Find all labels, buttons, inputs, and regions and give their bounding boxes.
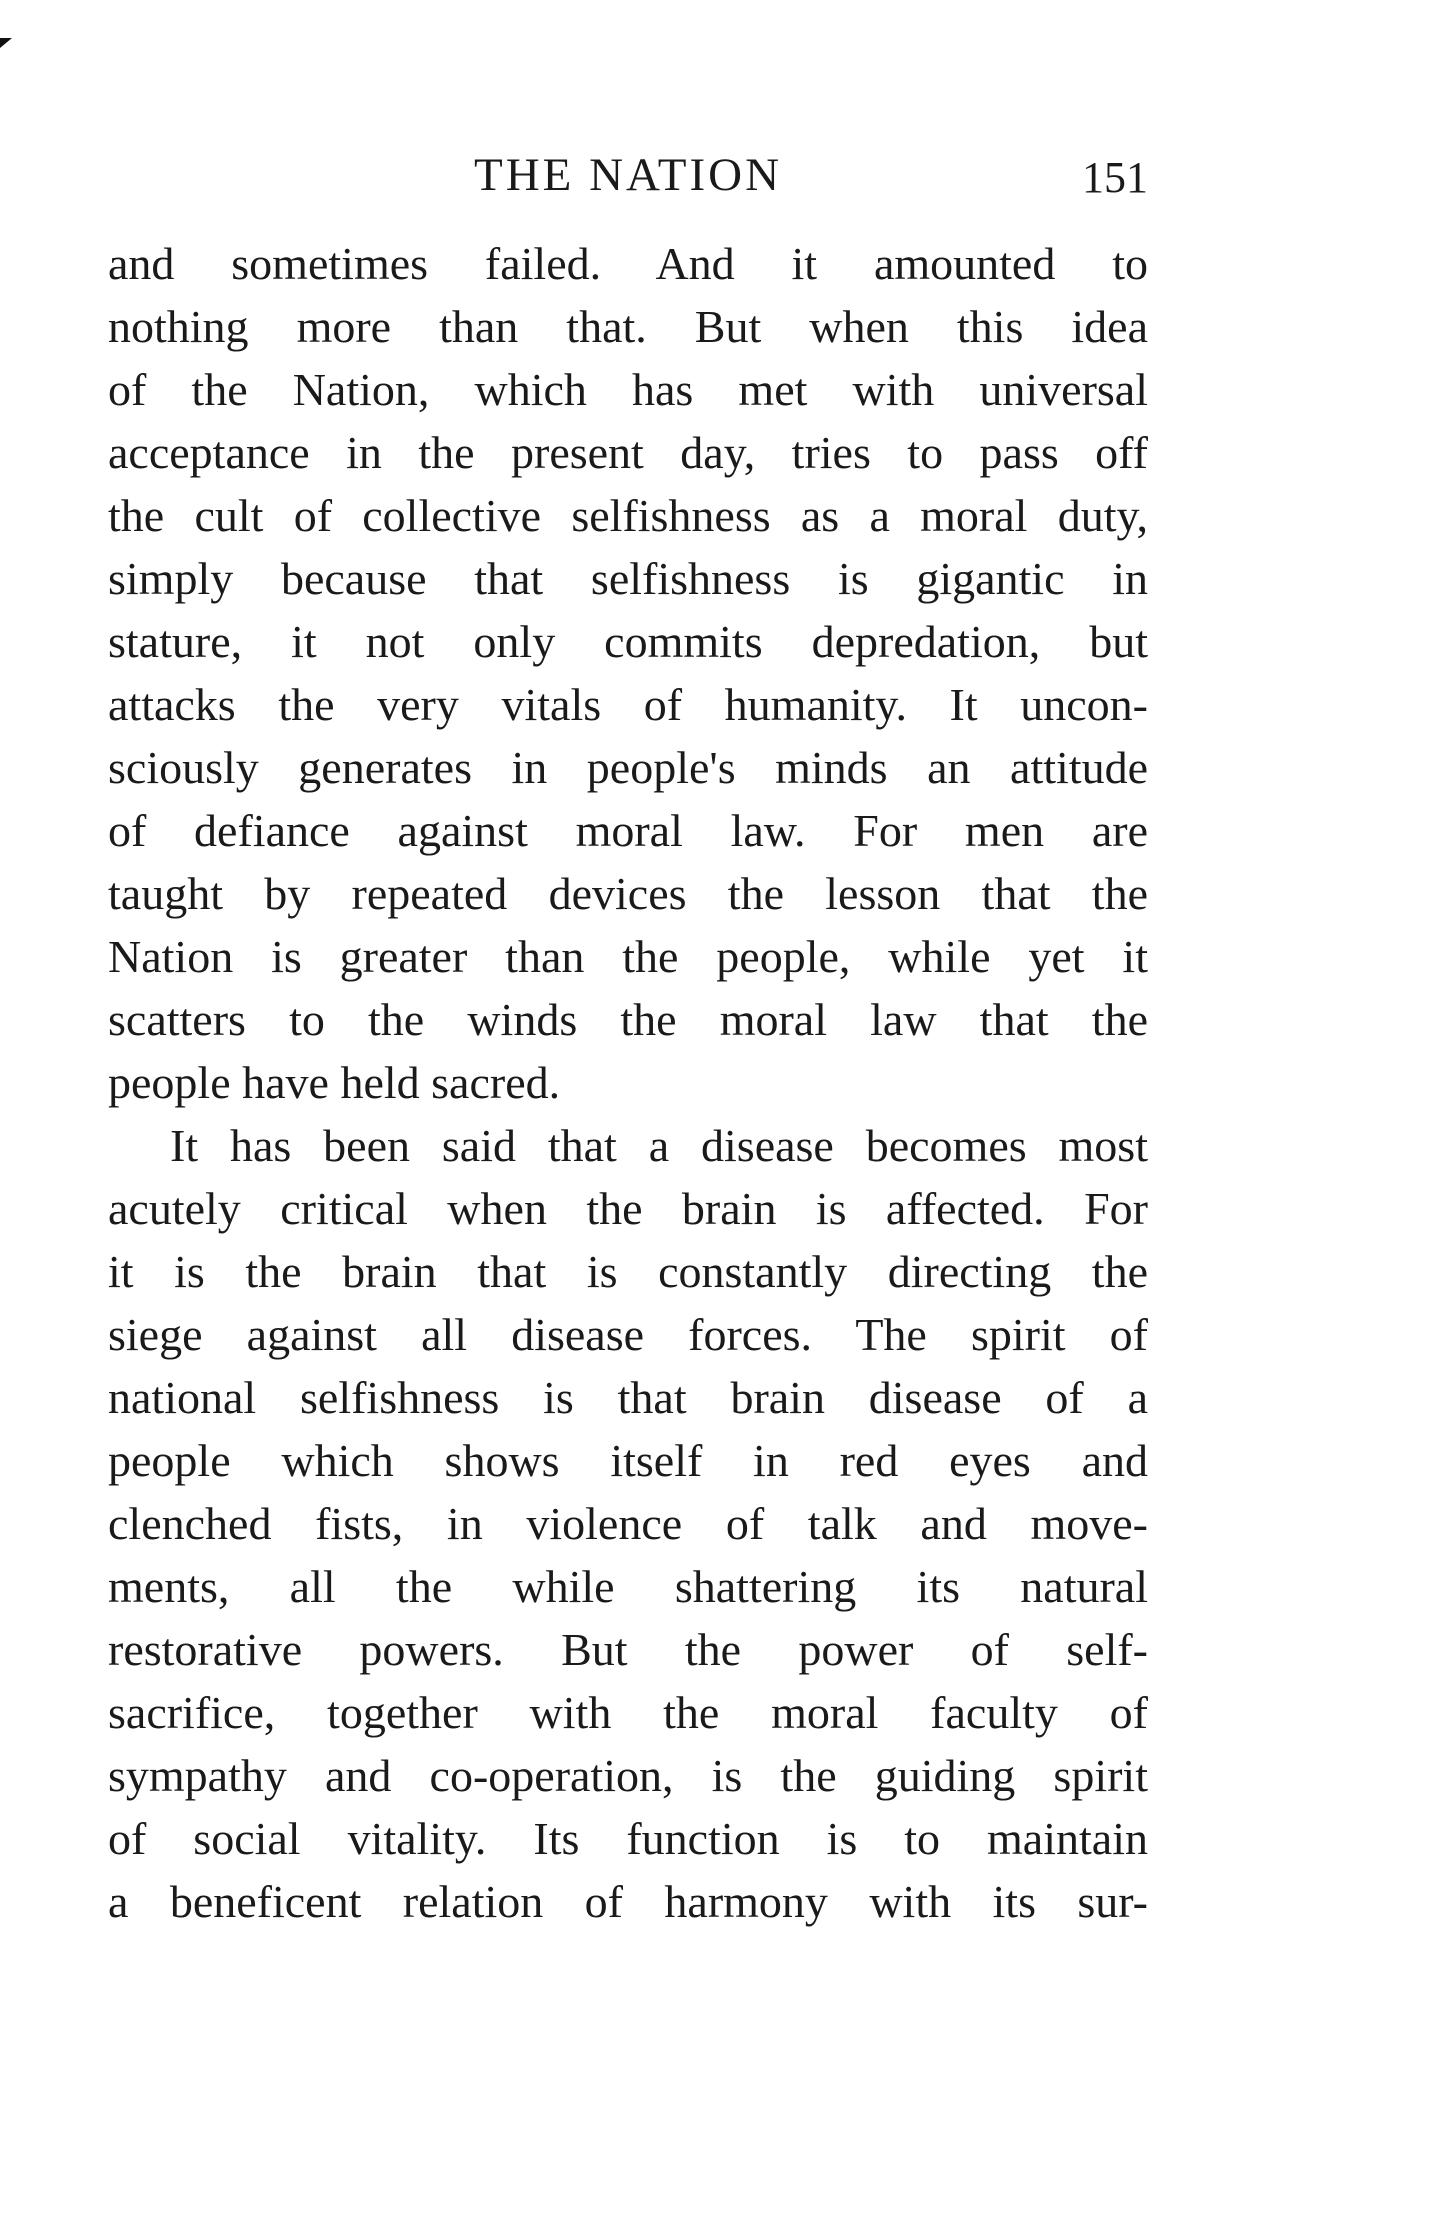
- text-line: people which shows itself in red eyes and: [108, 1435, 1148, 1486]
- paragraph: [108, 232, 1148, 1114]
- text-line: acutely critical when the brain is affected. For: [108, 1183, 1148, 1234]
- text-line: of social vitality. Its function is to maintain: [108, 1813, 1148, 1864]
- text-line: of the Nation, which has met with universal: [108, 364, 1148, 415]
- scan-corner-mark: [0, 38, 12, 48]
- running-head: THE NATION: [473, 149, 783, 201]
- text-line: Nation is greater than the people, while yet it: [108, 931, 1148, 982]
- text-line: it is the brain that is constantly directing the: [108, 1246, 1148, 1297]
- text-line: It has been said that a disease becomes most: [170, 1120, 1148, 1171]
- text-line: scatters to the winds the moral law that the: [108, 994, 1148, 1045]
- text-line: clenched fists, in violence of talk and move-: [108, 1498, 1148, 1549]
- text-line: people have held sacred.: [108, 1057, 561, 1108]
- text-line: sympathy and co-operation, is the guiding spirit: [108, 1750, 1148, 1801]
- text-line: ments, all the while shattering its natural: [108, 1561, 1148, 1612]
- text-line: acceptance in the present day, tries to pass off: [108, 427, 1148, 478]
- text-line: sciously generates in people's minds an attitude: [108, 742, 1148, 793]
- text-line: national selfishness is that brain disease of a: [108, 1372, 1148, 1423]
- text-line: taught by repeated devices the lesson that the: [108, 868, 1148, 919]
- text-line: simply because that selfishness is gigantic in: [108, 553, 1148, 604]
- text-line: nothing more than that. But when this idea: [108, 301, 1148, 352]
- text-line: and sometimes failed. And it amounted to: [108, 238, 1148, 289]
- paragraph: [108, 1114, 1148, 1933]
- text-line: a beneficent relation of harmony with its sur-: [108, 1876, 1148, 1927]
- text-line: sacrifice, together with the moral faculty of: [108, 1687, 1148, 1738]
- text-line: restorative powers. But the power of self-: [108, 1624, 1148, 1675]
- text-line: attacks the very vitals of humanity. It uncon-: [108, 679, 1148, 730]
- text-line: of defiance against moral law. For men are: [108, 805, 1148, 856]
- page-header: [108, 148, 1148, 208]
- body-text: [108, 232, 1148, 1933]
- text-line: the cult of collective selfishness as a moral duty,: [108, 490, 1148, 541]
- text-line: stature, it not only commits depredation, but: [108, 616, 1148, 667]
- text-line: siege against all disease forces. The spirit of: [108, 1309, 1148, 1360]
- page-number: 151: [1082, 153, 1148, 202]
